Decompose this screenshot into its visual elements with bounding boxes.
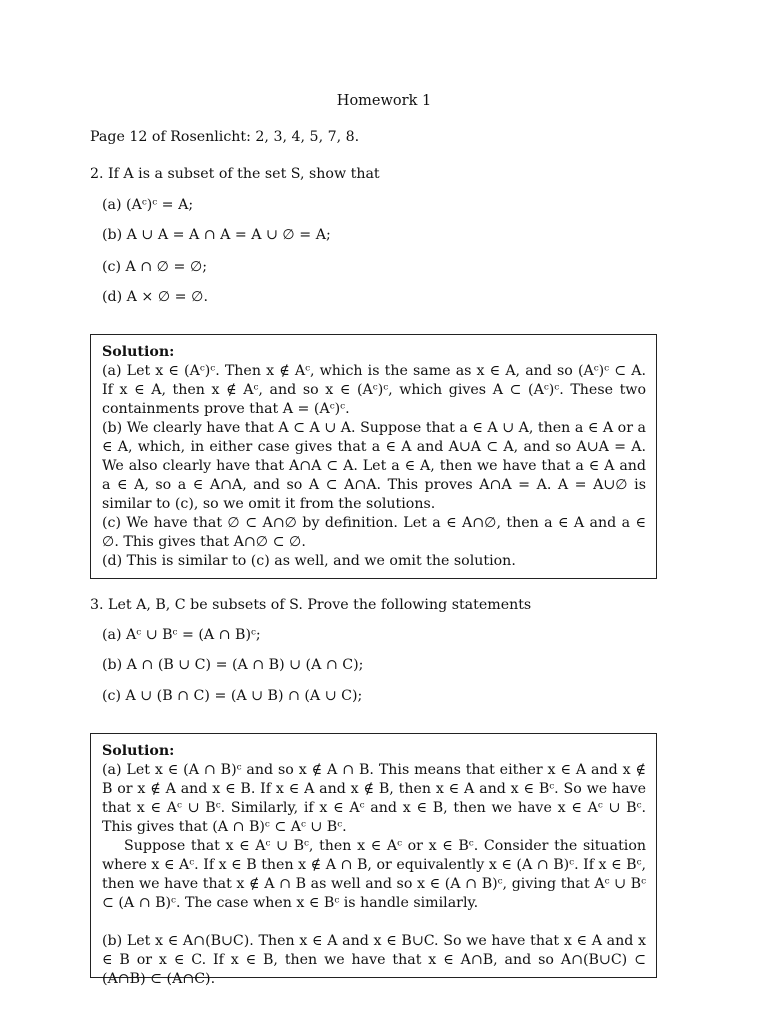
solution-heading: Solution:	[102, 743, 175, 759]
problem-2-part-d: (d) A × ∅ = ∅.	[102, 289, 208, 305]
problem-2-part-b: (b) A ∪ A = A ∩ A = A ∪ ∅ = A;	[102, 227, 331, 243]
solution-part-d: (d) This is similar to (c) as well, and we omit the solution.	[102, 553, 516, 569]
problem-2-part-c: (c) A ∩ ∅ = ∅;	[102, 259, 208, 275]
problem-3-solution-box	[90, 733, 657, 987]
problem-3-part-c: (c) A ∪ (B ∩ C) = (A ∪ B) ∩ (A ∪ C);	[102, 688, 363, 704]
problem-2-statement: 2. If A is a subset of the set S, show that	[90, 166, 380, 182]
problem-2-part-a: (a) (Aᶜ)ᶜ = A;	[102, 197, 194, 213]
solution-part-a: (a) Let x ∈ (Aᶜ)ᶜ. Then x ∉ Aᶜ, which is the same as x ∈ A, and so (Aᶜ)ᶜ ⊂ A. If x ∈ A, then x ∉ Aᶜ, and so x ∈ (Aᶜ)ᶜ, which gives A ⊂ (Aᶜ)ᶜ. These two containments prove that A = (Aᶜ)ᶜ.	[102, 363, 646, 417]
problem-3-part-b: (b) A ∩ (B ∪ C) = (A ∩ B) ∪ (A ∩ C);	[102, 657, 364, 673]
problem-2-solution-box	[90, 334, 657, 579]
solution-part-a-first: (a) Let x ∈ (A ∩ B)ᶜ and so x ∉ A ∩ B. This means that either x ∈ A and x ∉ B or x ∉ A and x ∈ B. If x ∈ A and x ∉ B, then x ∈ A and x ∈ Bᶜ. So we have that x ∈ Aᶜ ∪ Bᶜ. Similarly, if x ∈ Aᶜ and x ∈ B, then we have x ∈ Aᶜ ∪ Bᶜ. This gives that (A ∩ B)ᶜ ⊂ Aᶜ ∪ Bᶜ.	[102, 762, 646, 835]
solution-part-b: (b) We clearly have that A ⊂ A ∪ A. Suppose that a ∈ A ∪ A, then a ∈ A or a ∈ A, which, in either case gives that a ∈ A and A∪A ⊂ A, and so A∪A = A. We also clearly have that A∩A ⊂ A. Let a ∈ A, then we have that a ∈ A and a ∈ A, so a ∈ A∩A, and so A ⊂ A∩A. This proves A∩A = A. A = A∪∅ is similar to (c), so we omit it from the solutions.	[102, 420, 646, 512]
problem-3-part-a: (a) Aᶜ ∪ Bᶜ = (A ∩ B)ᶜ;	[102, 627, 261, 643]
problem-3-statement: 3. Let A, B, C be subsets of S. Prove the following statements	[90, 597, 532, 613]
solution-part-b: (b) Let x ∈ A∩(B∪C). Then x ∈ A and x ∈ B∪C. So we have that x ∈ A and x ∈ B or x ∈ C. If x ∈ B, then we have that x ∈ A∩B, and so A∩(B∪C) ⊂ (A∩B) ⊂ (A∩C).	[102, 933, 646, 987]
solution-part-c: (c) We have that ∅ ⊂ A∩∅ by definition. Let a ∈ A∩∅, then a ∈ A and a ∈ ∅. This gives that A∩∅ ⊂ ∅.	[102, 515, 646, 550]
assignment-line: Page 12 of Rosenlicht: 2, 3, 4, 5, 7, 8.	[90, 129, 360, 145]
solution-part-a-second: Suppose that x ∈ Aᶜ ∪ Bᶜ, then x ∈ Aᶜ or x ∈ Bᶜ. Consider the situation where x ∈ Aᶜ. If x ∈ B then x ∉ A ∩ B, or equivalently x ∈ (A ∩ B)ᶜ. If x ∈ Bᶜ, then we have that x ∉ A ∩ B as well and so x ∈ (A ∩ B)ᶜ, giving that Aᶜ ∪ Bᶜ ⊂ (A ∩ B)ᶜ. The case when x ∈ Bᶜ is handle similarly.	[102, 838, 646, 911]
solution-heading: Solution:	[102, 344, 175, 360]
page-title: Homework 1	[336, 93, 432, 109]
